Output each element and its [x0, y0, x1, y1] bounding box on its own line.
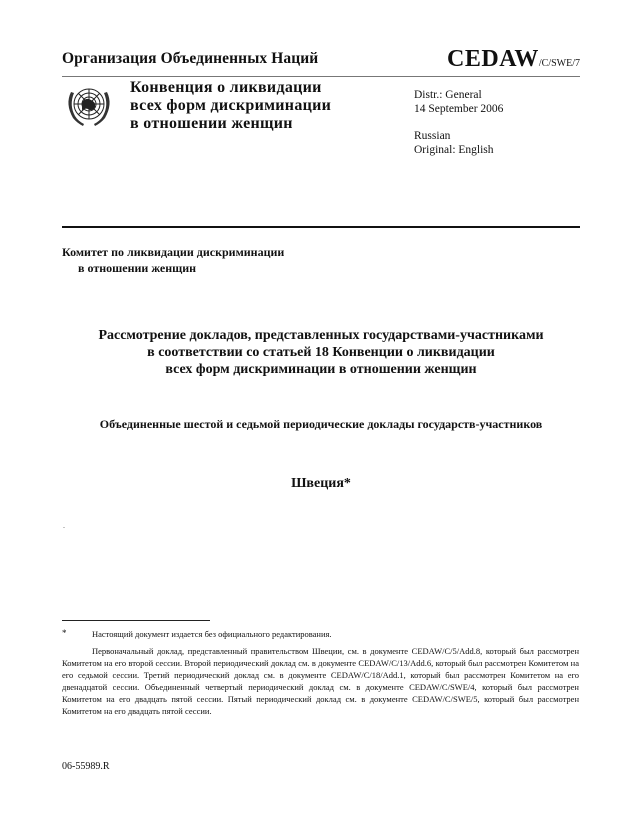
- footnote-paragraph: Первоначальный доклад, представленный правительством Швеции, см. в документе CEDAW/C/5/Add.8, который был рассмотрен Комитетом на его второй сессии. Второй периодический доклад см. в документе CEDAW/C/13/Add.6, который был рассмотрен Комитетом на его седьмой сессии. Третий периодический доклад см. в документе CEDAW/C/18/Add.1, который был рассмотрен Комитетом на его двенадцатой сессии. Объединенный четвертый периодический доклад см. в документе CEDAW/C/SWE/4, который был рассмотрен Комитетом на его двадцать пятой сессии. Пятый периодический доклад см. в документе CEDAW/C/SWE/5, который был рассмотрен Комитетом на его двадцать пятой сессии.: [62, 646, 579, 716]
- committee-line: в отношении женщин: [78, 261, 197, 275]
- convention-line: Конвенция о ликвидации: [130, 79, 322, 96]
- document-symbol-suffix: /C/SWE/7: [538, 58, 580, 69]
- document-number: 06-55989.R: [62, 761, 110, 772]
- title-line: Рассмотрение докладов, представленных государствами-участниками: [98, 328, 544, 343]
- convention-line: в отношении женщин: [130, 115, 293, 132]
- title-line: в соответствии со статьей 18 Конвенции о ликвидации: [147, 345, 495, 360]
- original-language: Original: English: [414, 144, 494, 156]
- document-title: [62, 327, 580, 378]
- language: Russian: [414, 130, 451, 142]
- country-name: Швеция*: [291, 476, 351, 491]
- footnote-divider: [62, 620, 210, 621]
- footnote-note: Настоящий документ издается без официального редактирования.: [92, 629, 332, 639]
- convention-name: [130, 79, 331, 133]
- un-emblem-icon: [62, 80, 116, 130]
- distribution: Distr.: General: [414, 89, 482, 101]
- document-symbol-main: CEDAW: [447, 46, 539, 72]
- header-divider: [62, 76, 580, 77]
- stray-mark: .: [63, 521, 65, 530]
- committee-name: [62, 244, 284, 276]
- document-symbol: [447, 46, 580, 73]
- organization-name: Организация Объединенных Наций: [62, 50, 319, 67]
- title-line: всех форм дискриминации в отношении женщин: [165, 362, 477, 377]
- document-subtitle: Объединенные шестой и седьмой периодические доклады государств-участников: [99, 417, 543, 431]
- committee-line: Комитет по ликвидации дискриминации: [62, 245, 285, 259]
- distribution-block: [414, 88, 503, 157]
- section-divider: [62, 226, 580, 228]
- footnote-marker: *: [62, 628, 67, 638]
- convention-line: всех форм дискриминации: [130, 97, 332, 114]
- date: 14 September 2006: [414, 103, 504, 115]
